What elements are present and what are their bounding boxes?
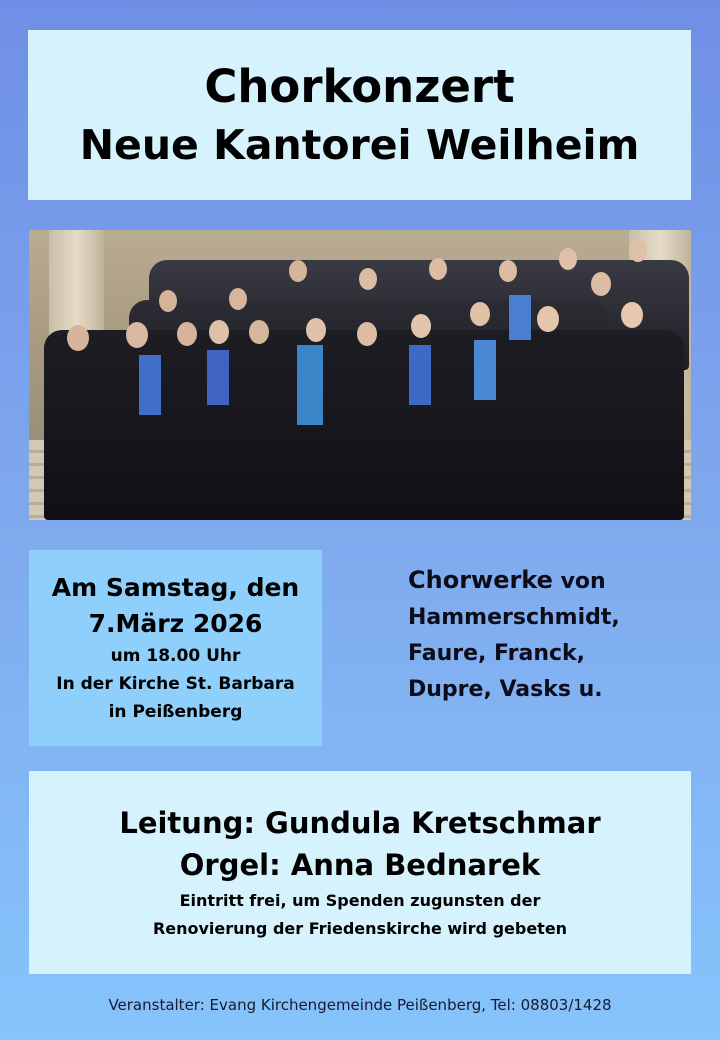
event-day: Am Samstag, den xyxy=(51,573,300,602)
title-chorkonzert: Chorkonzert xyxy=(204,60,515,113)
event-time: um 18.00 Uhr xyxy=(110,646,241,666)
conductor: Leitung: Gundula Kretschmar xyxy=(119,805,601,840)
admission-note-2: Renovierung der Friedenskirche wird gebeten xyxy=(152,918,568,938)
event-place: in Peißenberg xyxy=(108,702,243,722)
title-box xyxy=(28,30,691,200)
admission-note-1: Eintritt frei, um Spenden zugunsten der xyxy=(179,890,541,910)
program-heading: Chorwerke xyxy=(408,566,553,594)
scarf xyxy=(474,340,496,400)
event-date-box xyxy=(29,550,322,746)
organizer-footer: Veranstalter: Evang Kirchengemeinde Peißenberg, Tel: 08803/1428 xyxy=(108,996,612,1014)
composer-line: Faure, Franck, xyxy=(408,641,586,666)
event-venue: In der Kirche St. Barbara xyxy=(56,674,295,694)
scarf xyxy=(297,345,323,425)
program-heading-line xyxy=(408,562,708,600)
credits-box xyxy=(29,771,691,974)
title-choir-name: Neue Kantorei Weilheim xyxy=(79,121,640,169)
scarf xyxy=(139,355,161,415)
program-works xyxy=(408,562,708,708)
composer-line: Hammerschmidt, xyxy=(408,605,620,630)
choir-photo xyxy=(29,230,691,520)
organist: Orgel: Anna Bednarek xyxy=(179,847,541,882)
scarf xyxy=(509,295,531,340)
composer-line: Dupre, Vasks u. xyxy=(408,677,603,702)
scarf xyxy=(409,345,431,405)
event-date: 7.März 2026 xyxy=(88,609,263,638)
scarf xyxy=(207,350,229,405)
program-heading-suffix: von xyxy=(552,569,606,594)
